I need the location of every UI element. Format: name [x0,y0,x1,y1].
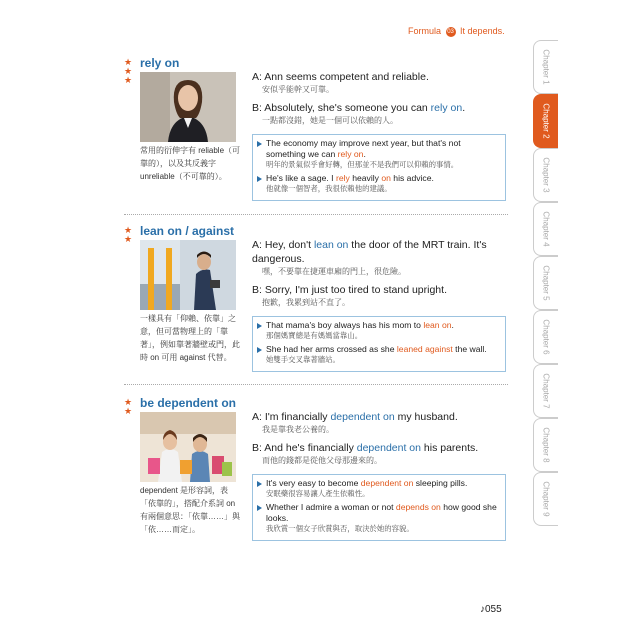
dialogue-line [252,101,508,115]
tab-label: Chapter 6 [541,319,551,355]
example-item [257,138,501,170]
example-text: . [363,149,366,159]
dialogue-translation: 安似乎能幹又可靠。 [262,85,334,94]
example-text: Whether I admire a woman or not [266,502,396,512]
formula-number-badge: 03 [447,28,454,35]
star-rating: ★ ★ [124,225,133,244]
tab-chapter-8[interactable] [533,418,558,472]
tab-label: Chapter 8 [541,427,551,463]
example-text: his advice. [390,173,434,183]
speaker-label: B: [252,102,262,114]
dialogue-text: Sorry, I'm just too tired to stand upright. [264,284,447,296]
usage-note: 常用的衍伸字有 reliable（可靠的），以及其反義字 unreliable（不可靠的）。 [140,146,241,181]
speaker-label: A: [252,239,262,251]
keyword: lean on [423,320,452,330]
dialogue-translation: 而他的錢都是從他父母那邊來的。 [262,456,382,465]
triangle-bullet-icon [257,505,262,511]
triangle-bullet-icon [257,141,262,147]
phrase-title: be dependent on [140,396,236,410]
keyword: dependent on [356,442,421,454]
dialogue-translation: 抱歉，我累到站不直了。 [262,298,350,307]
example-translation: 他就像一個智者，我很依賴他的建議。 [266,184,392,193]
section-be-dependent-on [124,396,508,546]
triangle-bullet-icon [257,323,262,329]
star-rating: ★ ★ [124,397,133,416]
keyword: dependent on [330,411,395,423]
dialogue-text: Absolutely, she's someone you can [264,102,431,114]
example-box [252,474,506,541]
dialogue-text: Hey, don't [264,239,314,251]
example-text: sleeping pills. [413,478,468,488]
example-text: . [451,320,454,330]
dialogue-line [252,441,508,455]
dialogue [252,410,508,472]
example-box [252,316,506,372]
example-item [257,344,501,365]
tab-label: Chapter 4 [541,211,551,247]
dialogue-line [252,410,508,424]
example-translation: 那個媽寶總是有媽媽當靠山。 [266,331,363,340]
keyword: rely on [337,149,364,159]
tab-label: Chapter 7 [541,373,551,409]
example-text: That mama's boy always has his mom to [266,320,424,330]
formula-label: Formula [408,26,442,36]
music-note-icon: ♪ [480,604,485,615]
example-text: how good she looks. [266,502,497,523]
dialogue-translation: 我是靠我老公養的。 [262,425,334,434]
tab-chapter-2[interactable] [533,94,558,148]
page-number [480,604,502,615]
example-text: She had her arms crossed as she [266,344,397,354]
dialogue-line [252,283,508,297]
tab-chapter-3[interactable] [533,148,558,202]
formula-title: It depends. [460,26,505,36]
dialogue-text: I'm financially [264,411,331,423]
tab-chapter-9[interactable] [533,472,558,526]
tab-label: Chapter 3 [541,157,551,193]
tab-label: Chapter 5 [541,265,551,301]
usage-note: 一樣具有「仰賴、依靠」之意，但可當物理上的「靠著」，例如靠著牆壁或門，此時 on 可用 against 代替。 [140,314,240,362]
usage-note: dependent 是形容詞，表「依靠的」，搭配介系詞 on 有兩個意思：「依靠……」與「依……而定」。 [140,486,240,534]
shopping-couple-photo [140,412,236,482]
tab-label: Chapter 1 [541,49,551,85]
example-text: The economy may improve next year, but that's not something we can [266,138,461,159]
tab-chapter-6[interactable] [533,310,558,364]
example-item [257,173,501,194]
phrase-title: rely on [140,56,180,70]
formula-header [408,26,528,37]
dialogue-translation: 嘿，不要靠在捷運車廂的門上，很危險。 [262,267,406,276]
dialogue-text: the door of the MRT train. It's dangerous. [252,239,487,265]
dialogue-text: Ann seems competent and reliable. [264,71,429,83]
phrase-title: lean on / against [140,224,235,238]
example-text: It's very easy to become [266,478,361,488]
speaker-label: B: [252,442,262,454]
dialogue-translation: 一點都沒錯，她是一個可以依賴的人。 [262,116,398,125]
section-divider [124,214,508,215]
section-lean-on [124,224,508,374]
tab-label: Chapter 9 [541,481,551,517]
example-box [252,134,506,201]
example-translation: 我欣賞一個女子欣賞與否，取決於她的容貌。 [266,524,414,533]
dialogue-line [252,238,508,266]
section-rely-on [124,56,508,206]
example-text: heavily [349,173,382,183]
dialogue-line [252,70,508,84]
example-translation: 安眠藥很容易讓人產生依賴性。 [266,489,370,498]
example-item [257,502,501,534]
triangle-bullet-icon [257,176,262,182]
section-divider [124,384,508,385]
dialogue-text: his parents. [420,442,479,454]
businesswoman-photo [140,72,236,142]
dialogue-text: And he's financially [264,442,357,454]
speaker-label: A: [252,71,262,83]
keyword: dependent on [360,478,414,488]
keyword: on [381,173,391,183]
star-rating: ★ ★ ★ [124,57,133,85]
example-text: He's like a sage. I [266,173,336,183]
tab-chapter-5[interactable] [533,256,558,310]
tab-chapter-4[interactable] [533,202,558,256]
example-item [257,320,501,341]
tab-chapter-1[interactable] [533,40,558,94]
tab-chapter-7[interactable] [533,364,558,418]
speaker-label: A: [252,411,262,423]
triangle-bullet-icon [257,347,262,353]
dialogue-text: . [462,102,466,114]
triangle-bullet-icon [257,481,262,487]
example-text: the wall. [452,344,487,354]
example-item [257,478,501,499]
dialogue [252,238,508,314]
dialogue [252,70,508,132]
speaker-label: B: [252,284,262,296]
page-number-text: 055 [485,604,502,615]
keyword: lean on [313,239,349,251]
keyword: rely [335,173,350,183]
keyword: depends on [395,502,441,512]
keyword: rely on [430,102,463,114]
dialogue-text: my husband. [394,411,458,423]
example-translation: 明年的景氣似乎會好轉，但那並不是我們可以仰賴的事情。 [266,160,459,169]
example-translation: 她雙手交叉靠著牆站。 [266,355,340,364]
man-on-train-photo [140,240,236,310]
keyword: leaned against [396,344,453,354]
tab-label: Chapter 2 [541,103,551,139]
